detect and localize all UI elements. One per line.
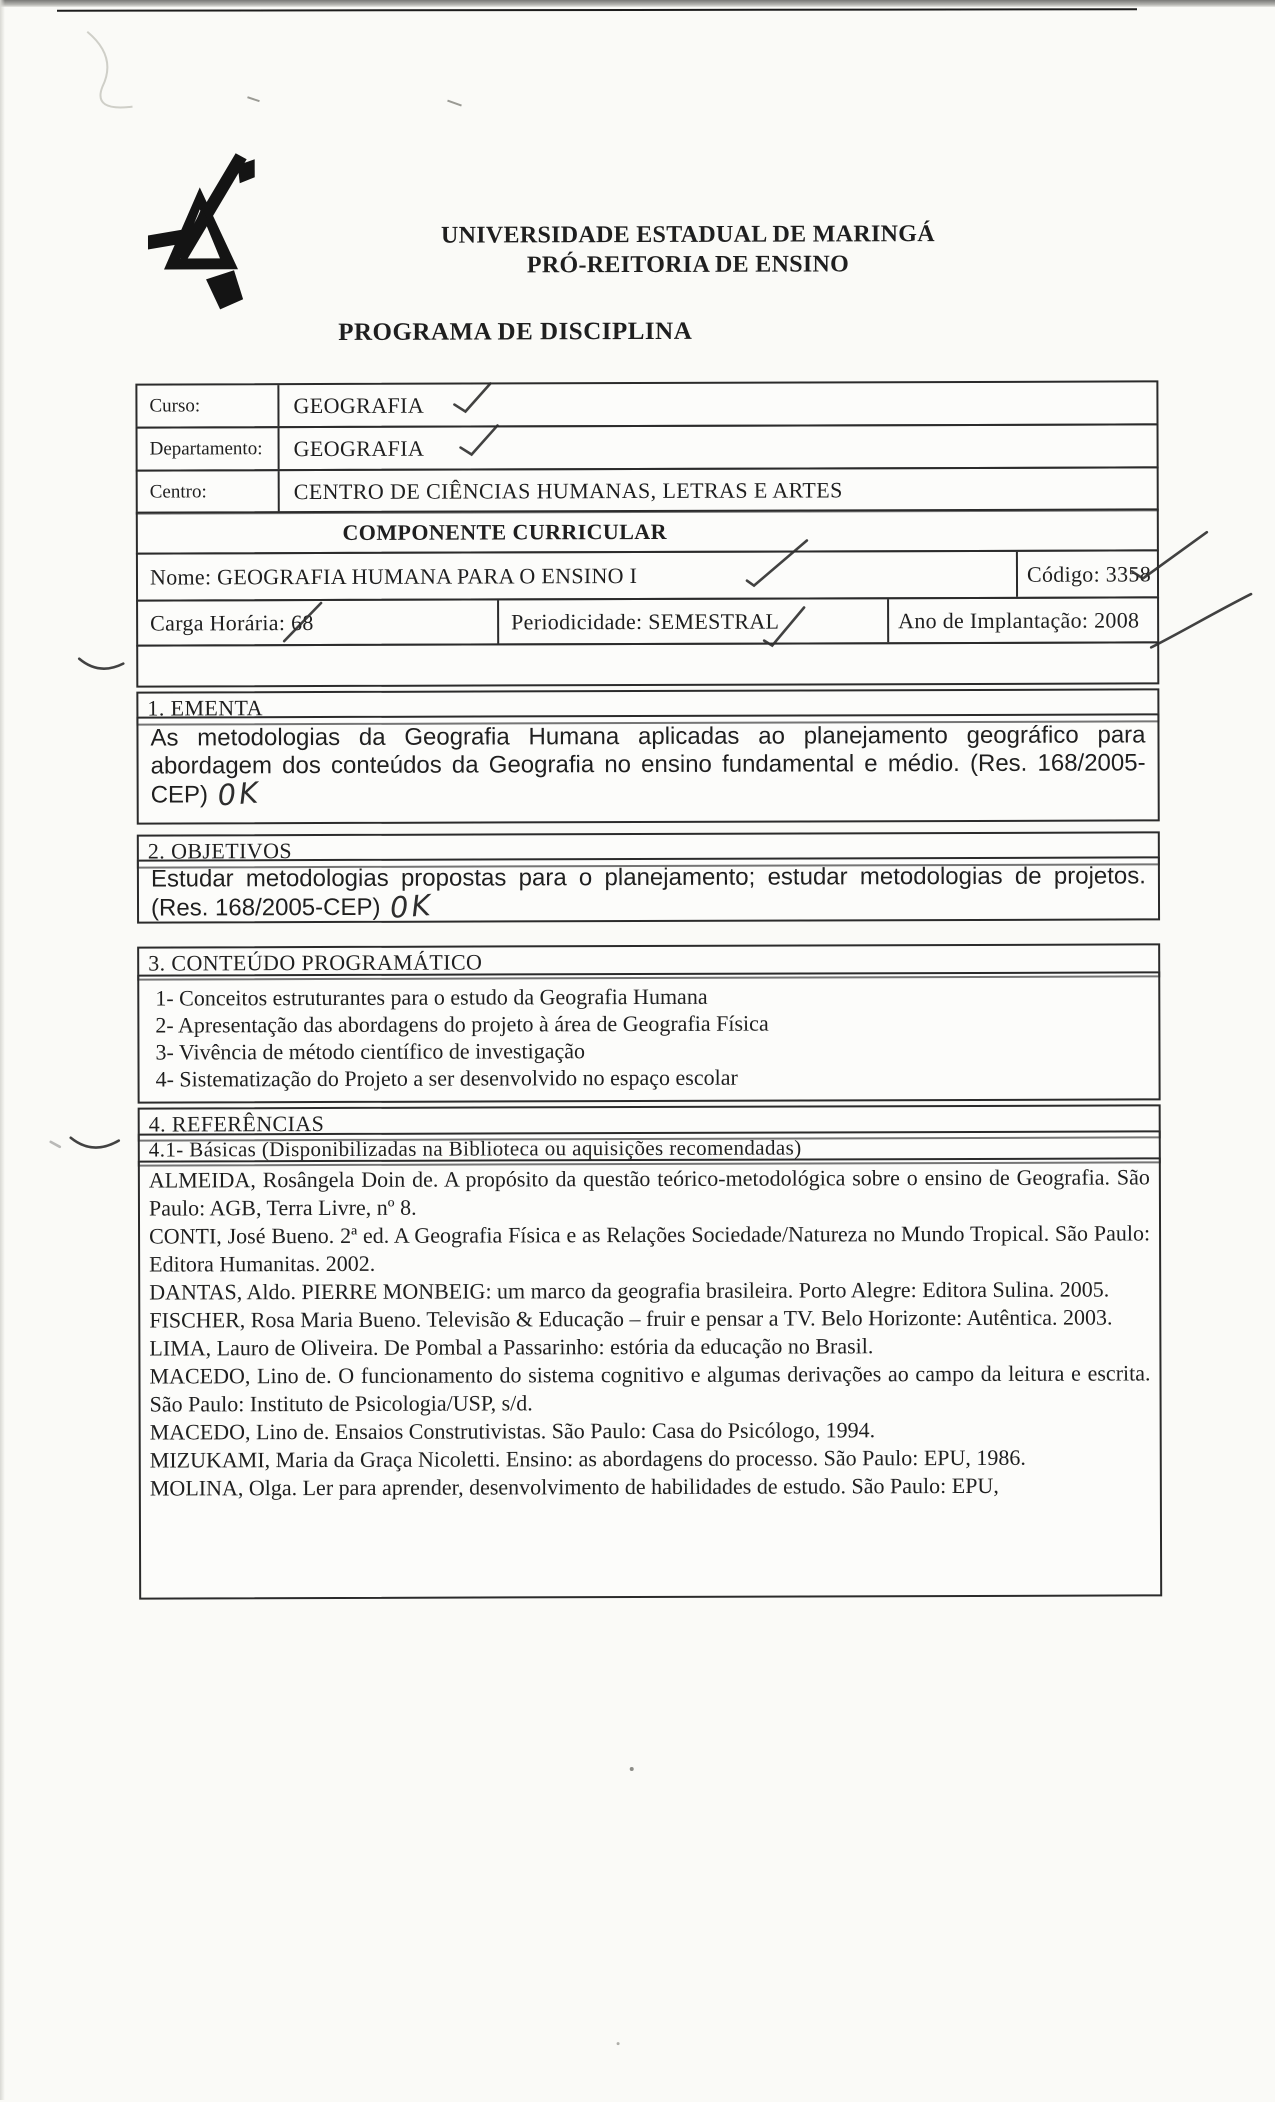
reference-item: MACEDO, Lino de. Ensaios Construtivistas. São Paulo: Casa do Psicólogo, 1994. — [149, 1417, 876, 1445]
empty-table-row — [136, 641, 1159, 687]
paper-crease-mark — [87, 32, 132, 108]
conteudo-body — [137, 971, 1160, 1103]
reference-item: FISCHER, Rosa Maria Bueno. Televisão & Educação – fruir e pensar a TV. Belo Horizonte: Autêntica. 2003. — [149, 1304, 1113, 1333]
reference-item: MOLINA, Olga. Ler para aprender, desenvolvimento de habilidades de estudo. São Paulo: EPU, — [149, 1472, 999, 1501]
logo-bottom-arrow — [206, 270, 243, 309]
carga-horaria: Carga Horária: 68 — [138, 600, 499, 644]
margin-curve-mark-icon — [79, 659, 123, 669]
referencias-body — [138, 1157, 1162, 1599]
reference-item: MIZUKAMI, Maria da Graça Nicoletti. Ensino: as abordagens do processo. São Paulo: EPU, 1986. — [149, 1444, 1026, 1473]
handwritten-ok-note: 0K — [216, 775, 263, 813]
list-item: 3- Vivência de método científico de investigação — [155, 1038, 586, 1065]
university-name: UNIVERSIDADE ESTADUAL DE MARINGÁ — [440, 221, 935, 249]
reference-item: MACEDO, Lino de. O funcionamento do sistema cognitivo e algumas derivações ao campo da leitura e escrita. São Paulo: Instituto de Psicologia/USP, s/d. — [149, 1360, 1151, 1417]
reference-item: ALMEIDA, Rosângela Doin de. A propósito da questão teórico-metodológica sobre o ensino de Geografia. São Paulo: AGB, Terra Livre, nº 8. — [148, 1164, 1150, 1221]
table-row — [136, 596, 1159, 646]
logo-diagonal-stroke — [175, 153, 247, 261]
curso-label: Curso: — [137, 385, 279, 426]
objetivos-text: Estudar metodologias propostas para o planejamento; estudar metodologias de projetos. (Res. 168/2005-CEP) — [150, 862, 1146, 922]
paper-speck — [617, 2042, 620, 2045]
margin-curve-mark-icon — [71, 1138, 119, 1148]
pen-stroke-ano-icon — [1151, 594, 1251, 647]
codigo-disciplina: Código: 3358 — [1016, 551, 1157, 596]
ementa-header: 1. EMENTA — [136, 688, 1159, 725]
curso-value: GEOGRAFIA — [293, 392, 425, 419]
table-row — [136, 466, 1159, 514]
list-item: 2- Apresentação das abordagens do projeto à área de Geografia Física — [155, 1010, 769, 1038]
ementa-text: As metodologias da Geografia Humana aplicadas ao planejamento geográfico para abordagem dos conteúdos da Geografia no ensino fundamental e médio. (Res. 168/2005-CEP) — [150, 721, 1146, 809]
university-office: PRÓ-REITORIA DE ENSINO — [526, 251, 850, 279]
referencias-subheader: 4.1- Básicas (Disponibilizadas na Biblioteca ou aquisições recomendadas) — [138, 1130, 1161, 1166]
periodicidade: Periodicidade: SEMESTRAL — [499, 599, 889, 643]
ano-implantacao: Ano de Implantação: 2008 — [898, 607, 1140, 634]
paper-speck — [630, 1767, 634, 1771]
departamento-value: GEOGRAFIA — [293, 435, 425, 462]
conteudo-header: 3. CONTEÚDO PROGRAMÁTICO — [137, 943, 1160, 980]
centro-label: Centro: — [138, 471, 280, 512]
departamento-label: Departamento: — [138, 428, 280, 469]
university-logo — [148, 139, 264, 319]
paper-specks — [247, 97, 461, 107]
list-item: 1- Conceitos estruturantes para o estudo da Geografia Humana — [155, 983, 708, 1011]
ementa-body — [136, 713, 1159, 824]
table-row — [136, 549, 1159, 601]
nome-disciplina: Nome: GEOGRAFIA HUMANA PARA O ENSINO I — [149, 563, 638, 590]
list-item: 4- Sistematização do Projeto a ser desenvolvido no espaço escolar — [155, 1064, 738, 1092]
componente-curricular-header — [136, 508, 1159, 554]
table-row — [136, 423, 1159, 471]
reference-item: LIMA, Lauro de Oliveira. De Pombal a Passarinho: estória da educação no Brasil. — [149, 1333, 874, 1361]
reference-item: DANTAS, Aldo. PIERRE MONBEIG: um marco da geografia brasileira. Porto Alegre: Editora Sulina. 2005. — [149, 1276, 1110, 1305]
centro-value: CENTRO DE CIÊNCIAS HUMANAS, LETRAS E ARTES — [293, 477, 843, 505]
page-title: PROGRAMA DE DISCIPLINA — [338, 317, 693, 346]
reference-item: CONTI, José Bueno. 2ª ed. A Geografia Física e as Relações Sociedade/Natureza no Mundo Tropical. São Paulo: Editora Humanitas. 2002. — [149, 1220, 1151, 1277]
objetivos-body — [137, 856, 1160, 923]
componente-curricular-title: COMPONENTE CURRICULAR — [342, 518, 667, 545]
faint-tick-icon — [51, 1142, 60, 1147]
table-row — [135, 380, 1158, 428]
objetivos-header: 2. OBJETIVOS — [137, 831, 1160, 868]
handwritten-ok-note: 0K — [389, 887, 436, 925]
referencias-header: 4. REFERÊNCIAS — [138, 1104, 1161, 1141]
